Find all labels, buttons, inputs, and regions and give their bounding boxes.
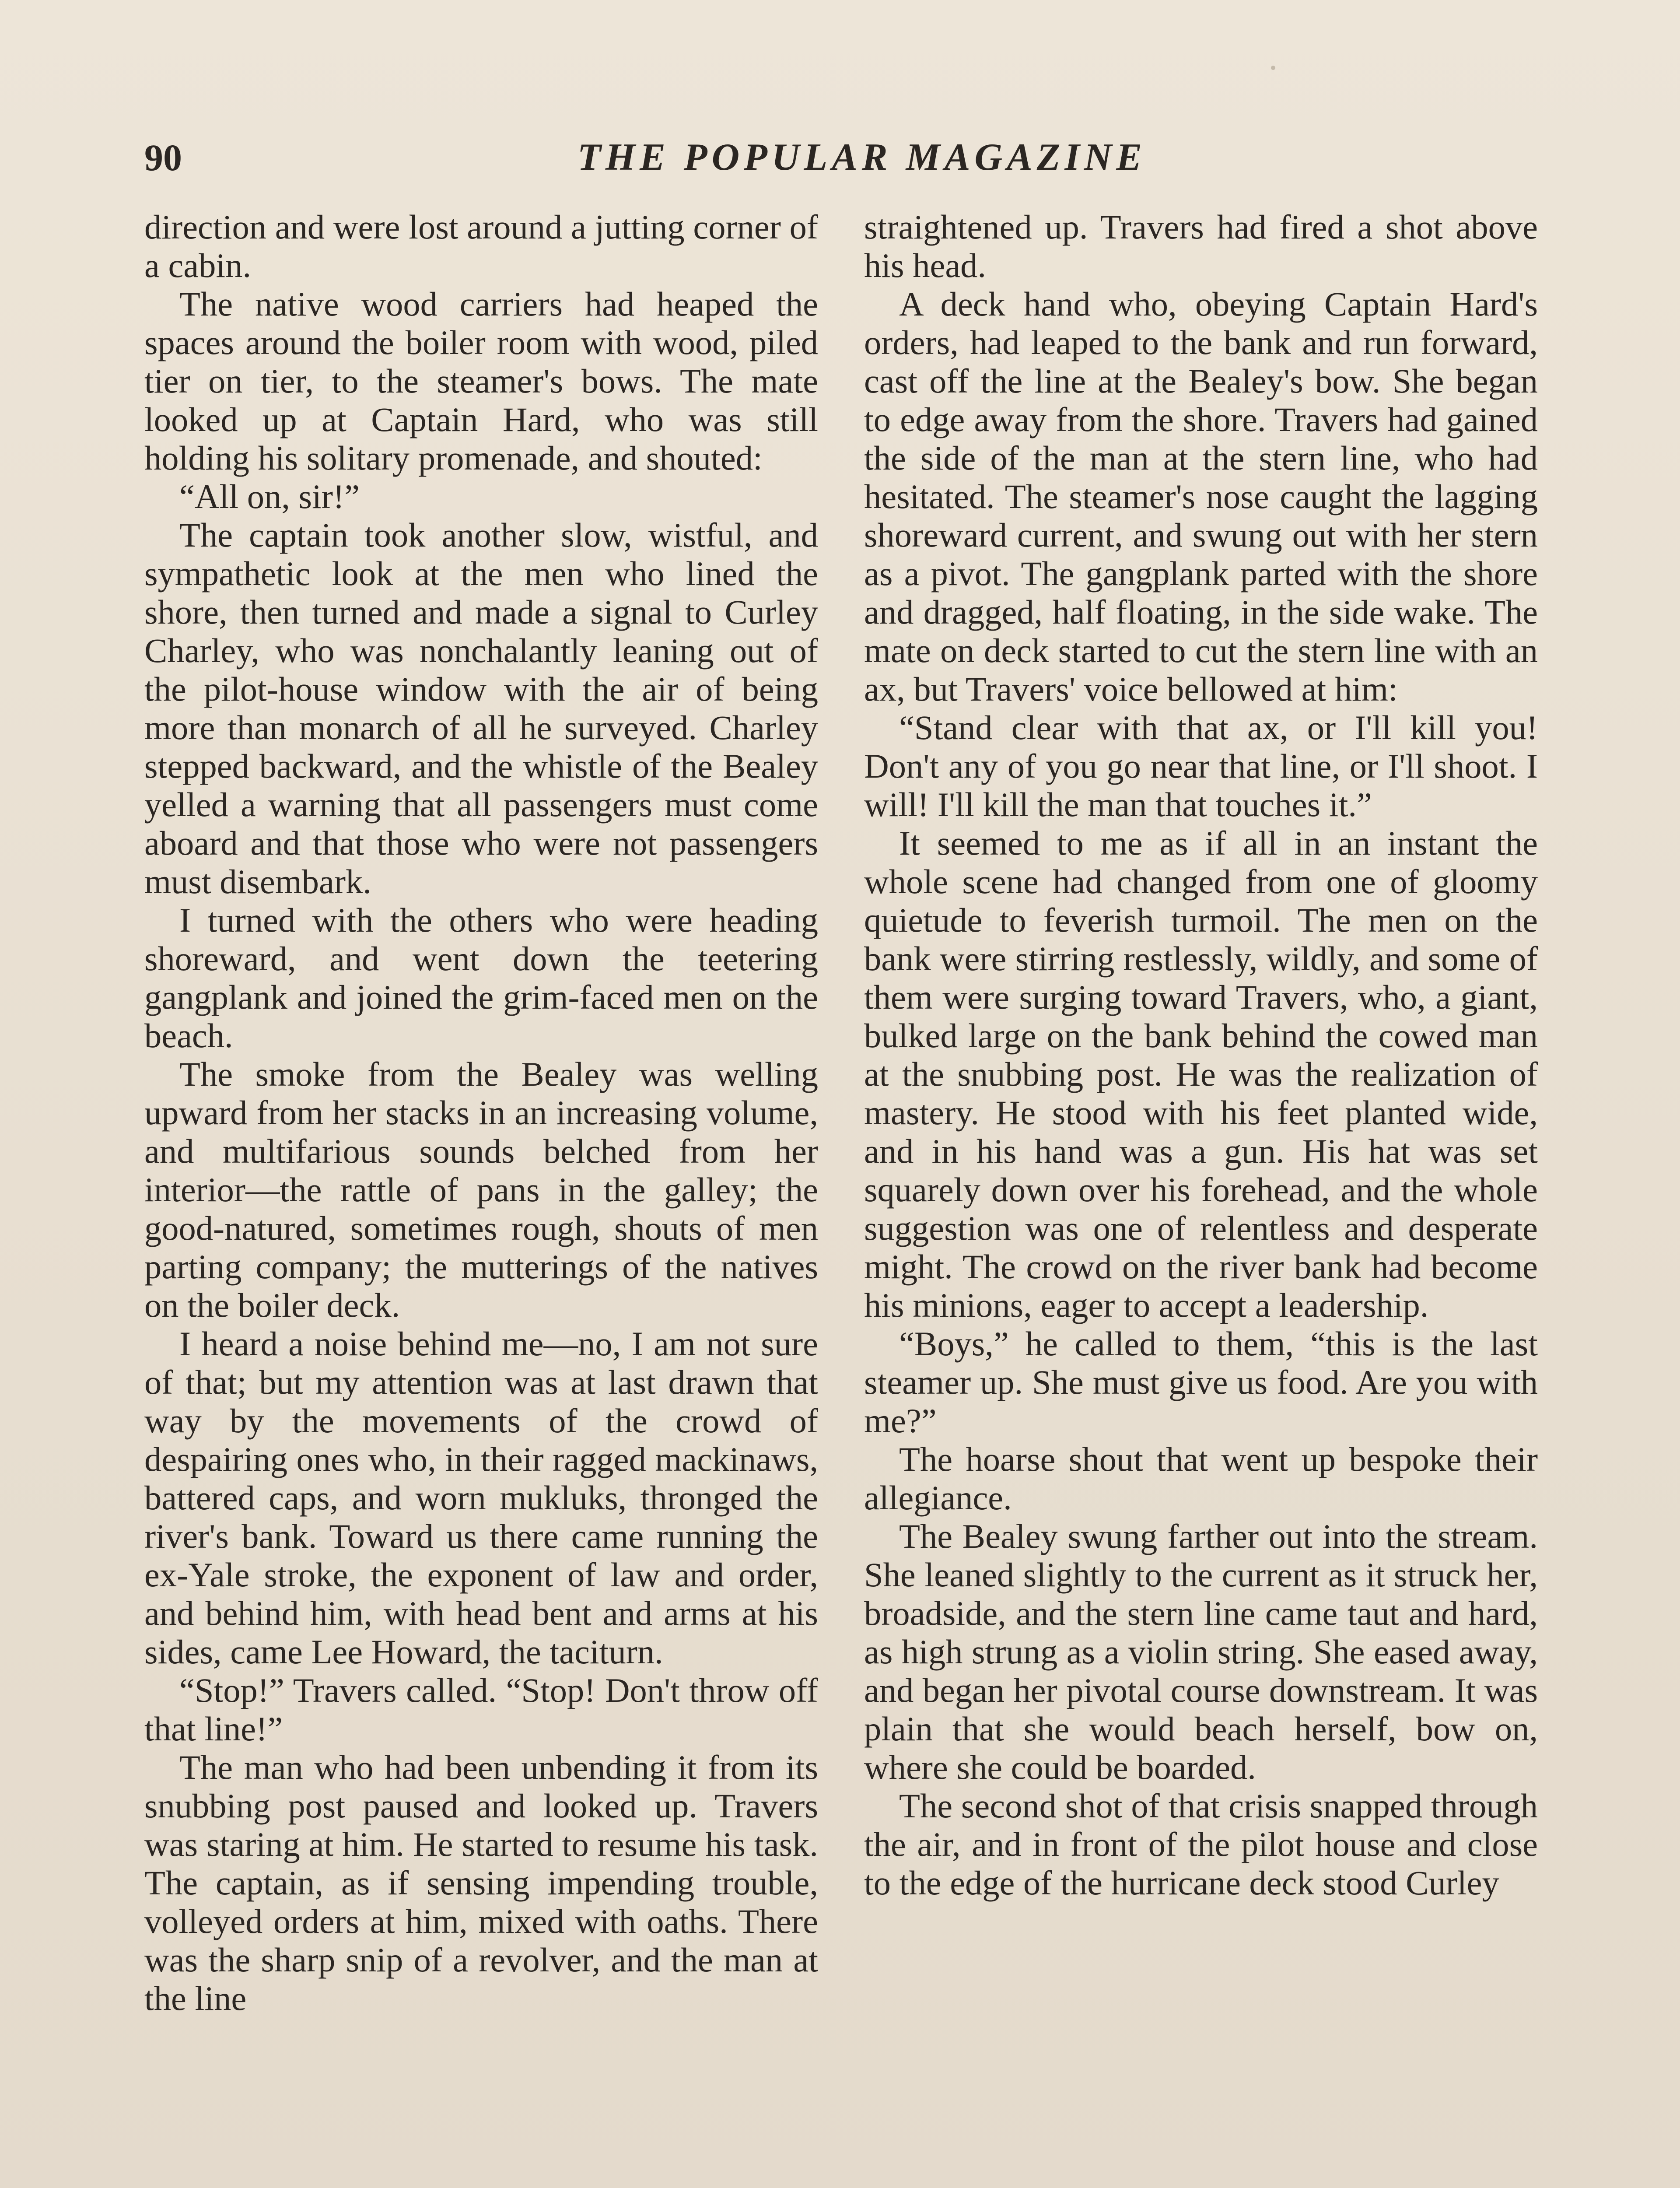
page-header: [144, 131, 1579, 184]
paragraph: straightened up. Travers had fired a shot above his head.: [864, 208, 1538, 284]
page-number: 90: [144, 137, 182, 179]
paragraph: The second shot of that crisis snapped through the air, and in front of the pilot house and close to the edge of the hurricane deck stood Curley: [864, 1787, 1538, 1902]
paragraph: “Boys,” he called to them, “this is the last steamer up. She must give us food. Are you with me?”: [864, 1325, 1538, 1440]
paragraph: I heard a noise behind me—no, I am not sure of that; but my attention was at last drawn that way by the movements of the crowd of despairing ones who, in their ragged mackinaws, battered caps, and worn mukluks, thronged the river's bank. Toward us there came running the ex-Yale stroke, the exponent of law and order, and behind him, with head bent and arms at his sides, came Lee Howard, the taciturn.: [144, 1325, 818, 1671]
right-column: [864, 208, 1538, 2188]
paragraph: “Stand clear with that ax, or I'll kill you! Don't any of you go near that line, or I'll shoot. I will! I'll kill the man that touches it.”: [864, 708, 1538, 824]
paragraph: The native wood carriers had heaped the spaces around the boiler room with wood, piled tier on tier, to the steamer's bows. The mate looked up at Captain Hard, who was still holding his solitary promenade, and shouted:: [144, 285, 818, 477]
paragraph: The man who had been unbending it from its snubbing post paused and looked up. Travers was staring at him. He started to resume his task. The captain, as if sensing impending trouble, volleyed orders at him, mixed with oaths. There was the sharp snip of a revolver, and the man at the line: [144, 1748, 818, 2017]
paragraph: The hoarse shout that went up bespoke their allegiance.: [864, 1440, 1538, 1517]
paragraph: The Bealey swung farther out into the stream. She leaned slightly to the current as it struck her, broadside, and the stern line came taut and hard, as high strung as a violin string. She eased away, and began her pivotal course downstream. It was plain that she would beach herself, bow on, where she could be boarded.: [864, 1517, 1538, 1786]
running-title: THE POPULAR MAGAZINE: [577, 136, 1147, 179]
paragraph: It seemed to me as if all in an instant the whole scene had changed from one of gloomy quietude to feverish turmoil. The men on the bank were stirring restlessly, wildly, and some of them were surging toward Travers, who, a giant, bulked large on the bank behind the cowed man at the snubbing post. He was the realization of mastery. He stood with his feet planted wide, and in his hand was a gun. His hat was set squarely down over his forehead, and the whole suggestion was one of relentless and desperate might. The crowd on the river bank had become his minions, eager to accept a leadership.: [864, 824, 1538, 1324]
left-column: [144, 208, 818, 2188]
paragraph: The captain took another slow, wistful, and sympathetic look at the men who lined the shore, then turned and made a signal to Curley Charley, who was nonchalantly leaning out of the pilot-house window with the air of being more than monarch of all he surveyed. Charley stepped backward, and the whistle of the Bealey yelled a warning that all passengers must come aboard and that those who were not passengers must disembark.: [144, 516, 818, 901]
paragraph: “All on, sir!”: [179, 477, 360, 515]
paragraph: “Stop!” Travers called. “Stop! Don't throw off that line!”: [144, 1671, 818, 1748]
paragraph: A deck hand who, obeying Captain Hard's orders, had leaped to the bank and run forward, cast off the line at the Bealey's bow. She began to edge away from the shore. Travers had gained the side of the man at the stern line, who had hesitated. The steamer's nose caught the lagging shoreward current, and swung out with her stern as a pivot. The gangplank parted with the shore and dragged, half floating, in the side wake. The mate on deck started to cut the stern line with an ax, but Travers' voice bellowed at him:: [864, 285, 1538, 708]
paragraph: direction and were lost around a jutting corner of a cabin.: [144, 208, 818, 284]
paper-speck: [1271, 66, 1275, 70]
paragraph: The smoke from the Bealey was welling upward from her stacks in an increasing volume, and multifarious sounds belched from her interior—the rattle of pans in the galley; the good-natured, sometimes rough, shouts of men parting company; the mutterings of the natives on the boiler deck.: [144, 1055, 818, 1324]
paragraph: I turned with the others who were heading shoreward, and went down the teetering gangplank and joined the grim-faced men on the beach.: [144, 901, 818, 1055]
